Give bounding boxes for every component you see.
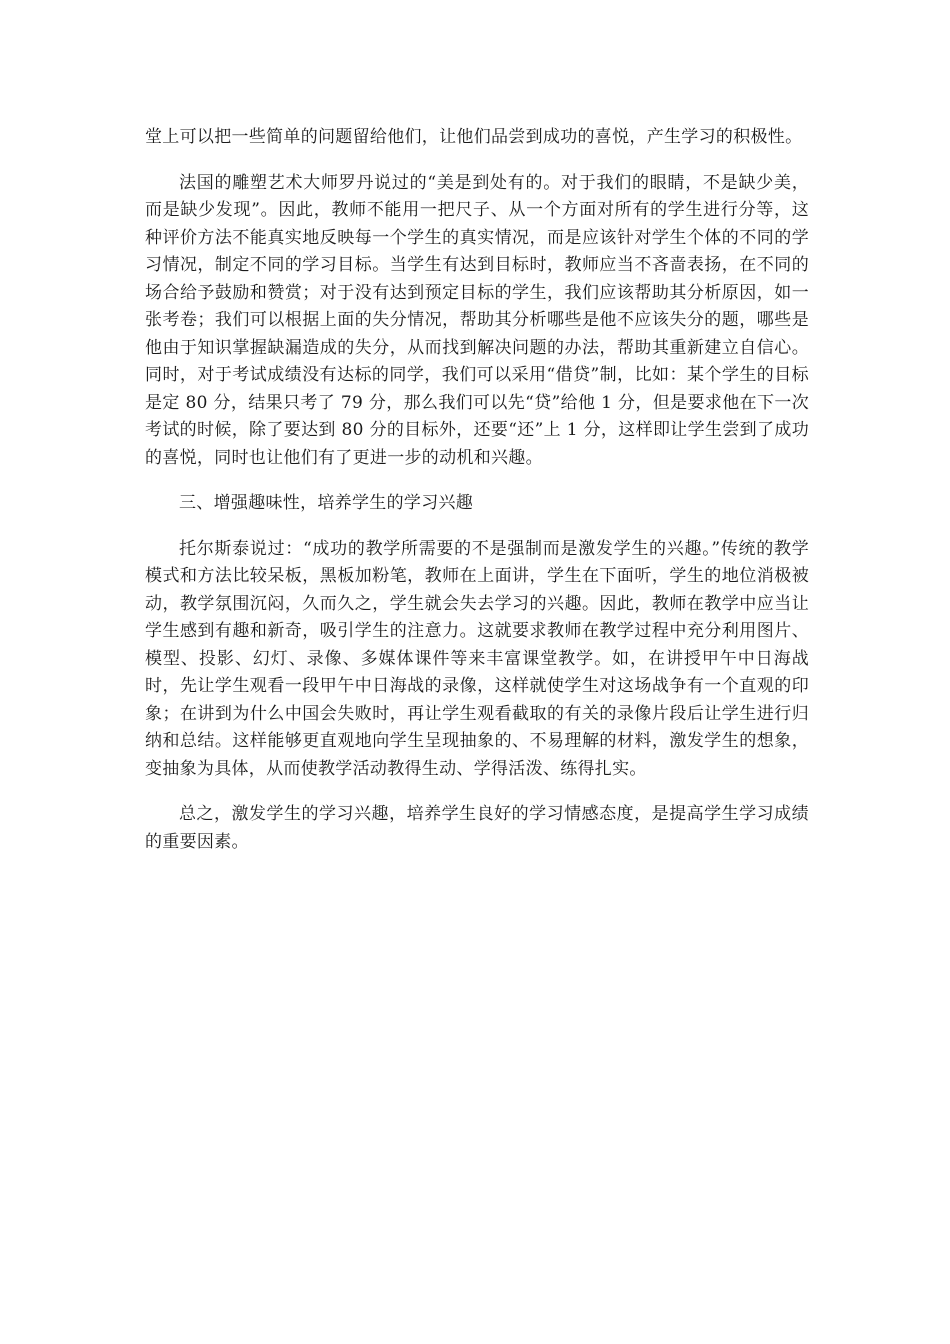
paragraph-continuation: 堂上可以把一些简单的问题留给他们，让他们品尝到成功的喜悦，产生学习的积极性。: [145, 127, 803, 147]
section-heading: 三、增强趣味性，培养学生的学习兴趣: [179, 493, 474, 513]
document-body: [145, 124, 809, 874]
paragraph-conclusion: 总之，激发学生的学习兴趣，培养学生良好的学习情感态度，是提高学生学习成绩的重要因素。: [145, 804, 809, 852]
paragraph-rodin: 法国的雕塑艺术大师罗丹说过的“美是到处有的。对于我们的眼睛，不是缺少美，而是缺少发现”。因此，教师不能用一把尺子、从一个方面对所有的学生进行分等，这种评价方法不能真实地反映每一个学生的真实情况，而是应该针对学生个体的不同的学习情况，制定不同的学习目标。当学生有达到目标时，教师应当不吝啬表扬，在不同的场合给予鼓励和赞赏；对于没有达到预定目标的学生，我们应该帮助其分析原因，如一张考卷；我们可以根据上面的失分情况，帮助其分析哪些是他不应该失分的题，哪些是他由于知识掌握缺漏造成的失分，从而找到解决问题的办法，帮助其重新建立自信心。同时，对于考试成绩没有达标的同学，我们可以采用“借贷”制，比如：某个学生的目标是定 80 分，结果只考了 79 分，那么我们可以先“贷”给他 1 分，但是要求他在下一次考试的时候，除了要达到 80 分的目标外，还要“还”上 1 分，这样即让学生尝到了成功的喜悦，同时也让他们有了更进一步的动机和兴趣。: [145, 172, 809, 468]
paragraph-tolstoy: 托尔斯泰说过：“成功的教学所需要的不是强制而是激发学生的兴趣。”传统的教学模式和方法比较呆板，黑板加粉笔，教师在上面讲，学生在下面听，学生的地位消极被动，教学氛围沉闷，久而久之，学生就会失去学习的兴趣。因此，教师在教学中应当让学生感到有趣和新奇，吸引学生的注意力。这就要求教师在教学过程中充分利用图片、模型、投影、幻灯、录像、多媒体课件等来丰富课堂教学。如，在讲授甲午中日海战时，先让学生观看一段甲午中日海战的录像，这样就使学生对这场战争有一个直观的印象；在讲到为什么中国会失败时，再让学生观看截取的有关的录像片段后让学生进行归纳和总结。这样能够更直观地向学生呈现抽象的、不易理解的材料，激发学生的想象，变抽象为具体，从而使教学活动教得生动、学得活泼、练得扎实。: [145, 538, 809, 779]
